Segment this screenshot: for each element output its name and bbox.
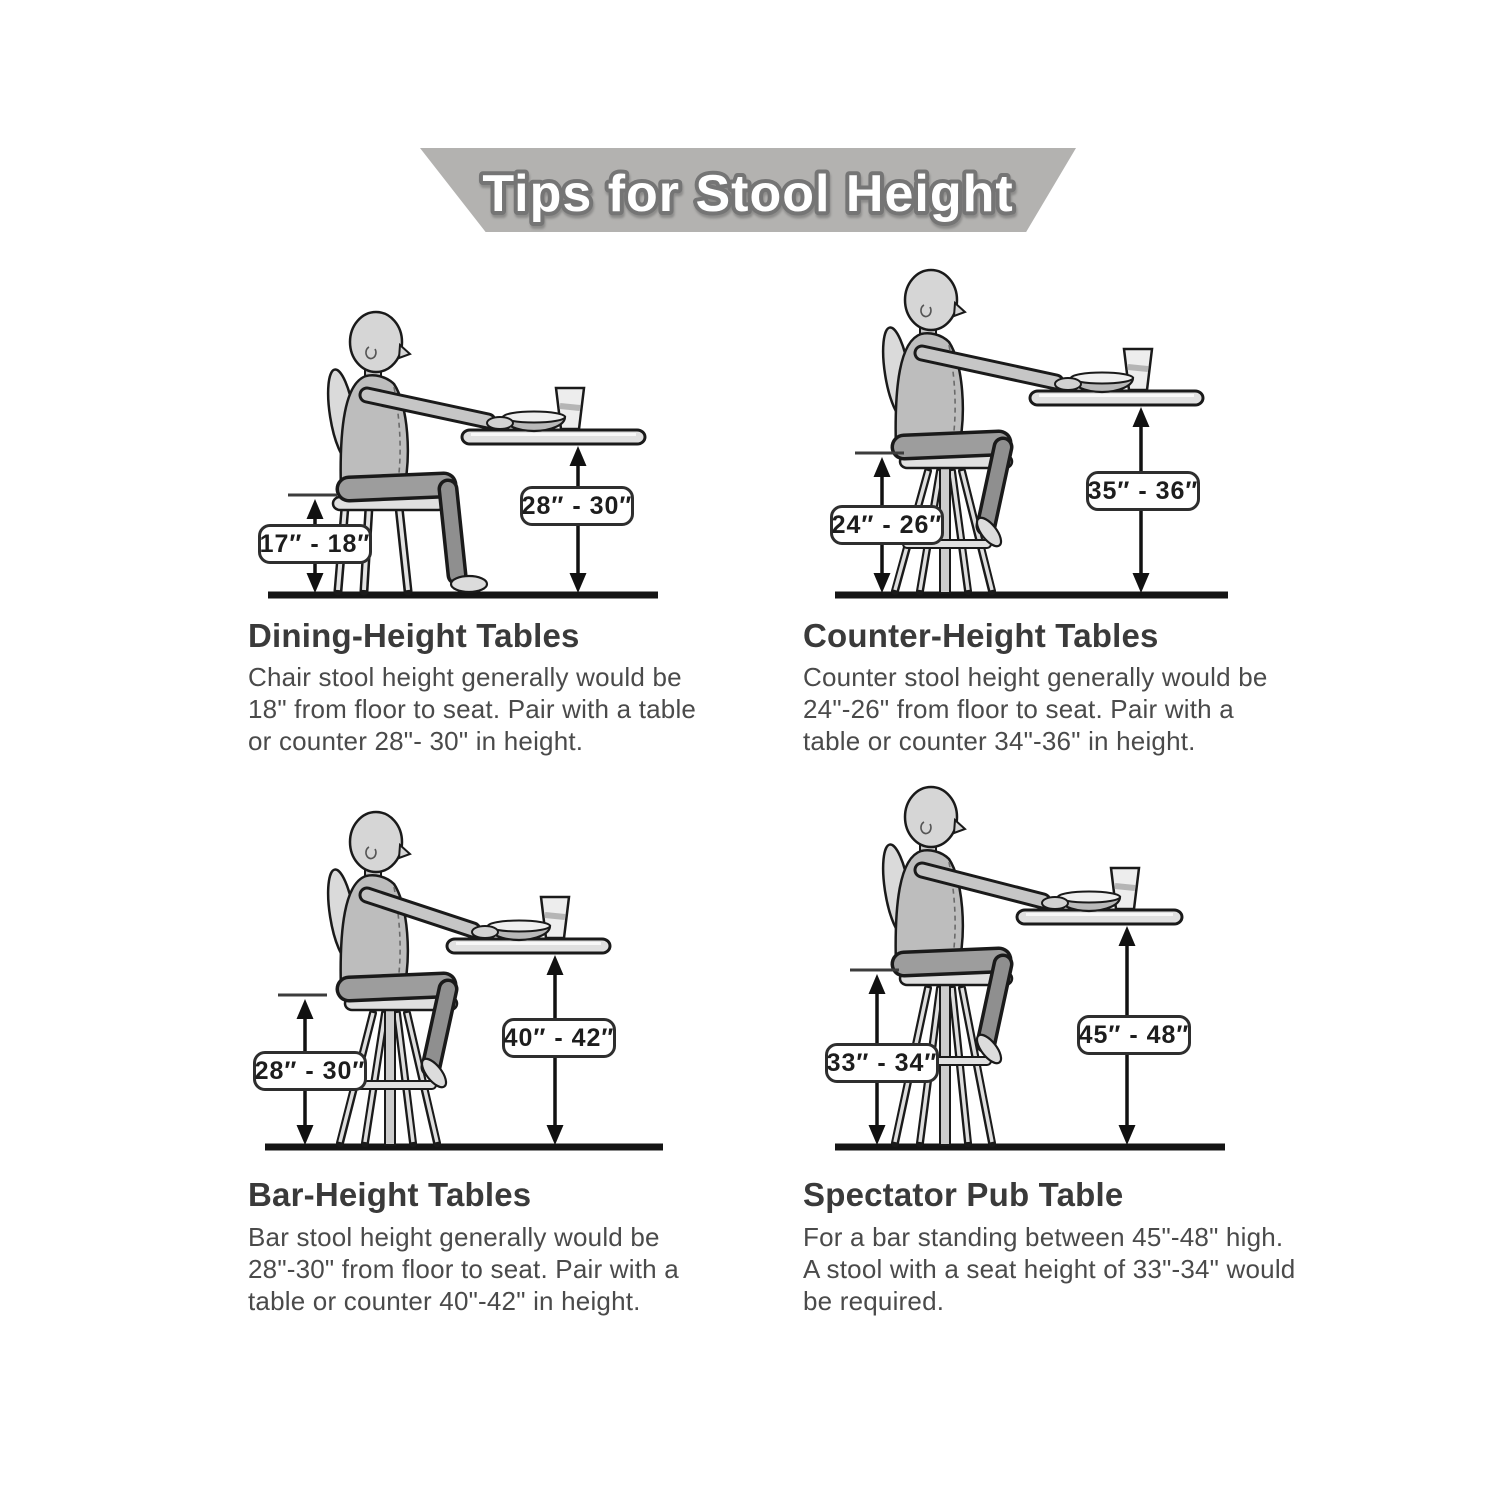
counter-stool-figure-illustration [800, 233, 1260, 623]
dining-table-height-dimension-label: 28″ - 30″ [520, 486, 634, 526]
panel-title: Bar-Height Tables [248, 1176, 532, 1213]
counter-table-height-dimension-label: 35″ - 36″ [1086, 471, 1200, 511]
panel-counter-height [800, 233, 1310, 788]
spectator-stool-figure-illustration [800, 785, 1260, 1175]
panel-title: Dining-Height Tables [248, 617, 580, 654]
bar-stool-figure-illustration [245, 785, 705, 1175]
bar-stool-height-dimension-label: 28″ - 30″ [253, 1051, 367, 1091]
dining-stool-figure-illustration [245, 233, 705, 623]
panel-description: Bar stool height generally would be 28"-30" from floor to seat. Pair with a table or counter 40"-42" in height. [248, 1222, 679, 1316]
panel-spectator-pub [800, 785, 1310, 1340]
page-title: Tips for Stool Height [482, 165, 1014, 223]
panel-dining-height [245, 233, 755, 788]
dining-stool-height-dimension-label: 17″ - 18″ [258, 524, 372, 564]
panel-description: For a bar standing between 45"-48" high. A stool with a seat height of 33"-34" would be required. [803, 1222, 1296, 1316]
title-banner-text [420, 148, 1076, 232]
panel-description: Counter stool height generally would be 24"-26" from floor to seat. Pair with a table or counter 34"-36" in height. [803, 662, 1268, 756]
spectator-stool-height-dimension-label: 33″ - 34″ [825, 1043, 939, 1083]
bar-table-height-dimension-label: 40″ - 42″ [502, 1018, 616, 1058]
panel-title: Spectator Pub Table [803, 1176, 1124, 1213]
panel-description: Chair stool height generally would be 18" from floor to seat. Pair with a table or counter 28"- 30" in height. [248, 662, 697, 756]
counter-stool-height-dimension-label: 24″ - 26″ [830, 505, 944, 545]
panel-bar-height [245, 785, 755, 1340]
spectator-table-height-dimension-label: 45″ - 48″ [1077, 1015, 1191, 1055]
panel-title: Counter-Height Tables [803, 617, 1159, 654]
